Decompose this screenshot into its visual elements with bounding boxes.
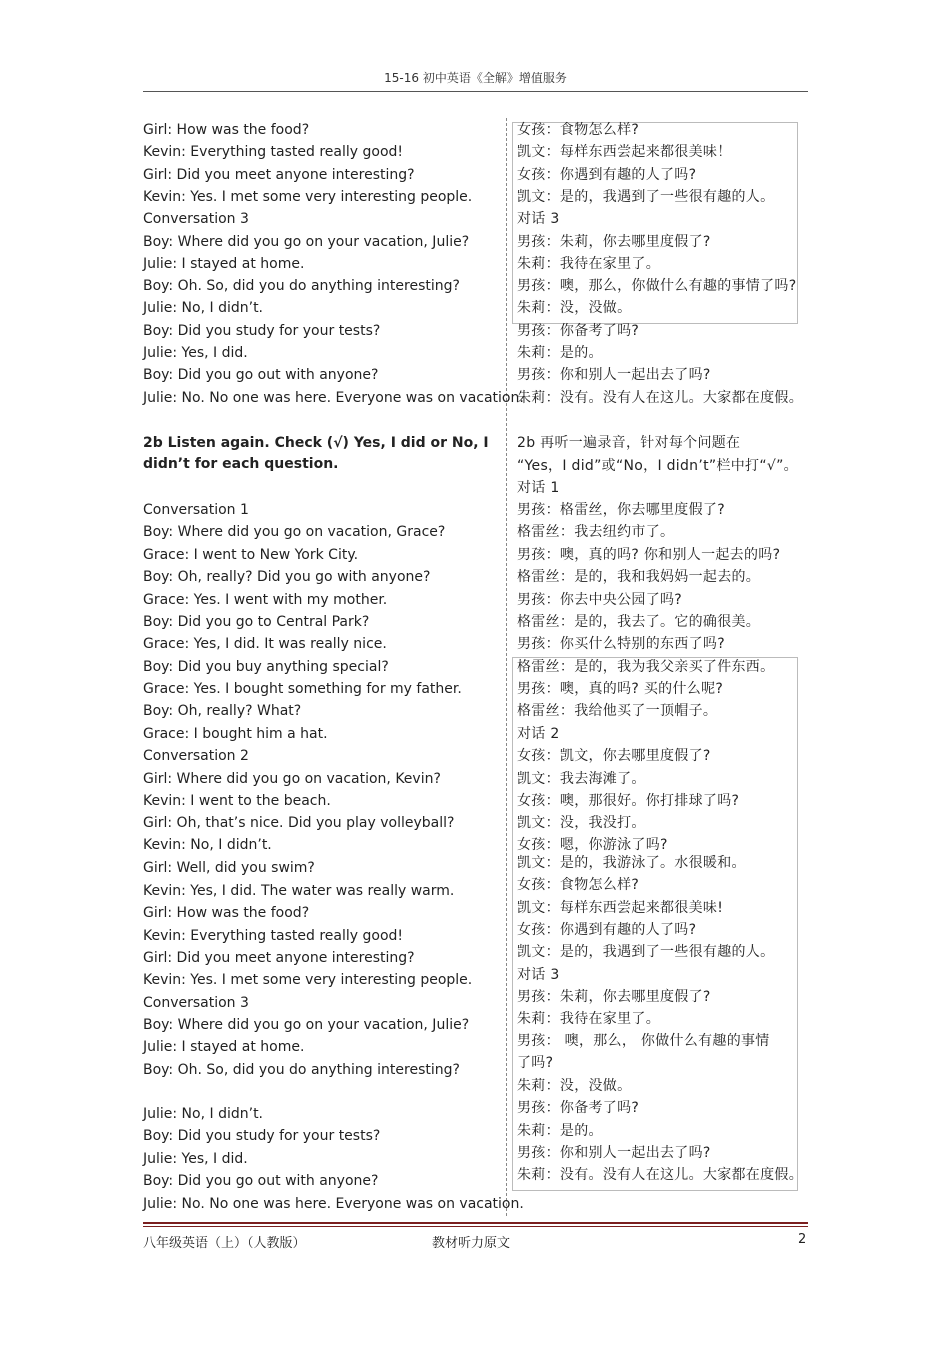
english-line: Julie: No, I didn’t. bbox=[143, 300, 264, 316]
english-line: Boy: Did you go out with anyone? bbox=[143, 1173, 379, 1189]
chinese-line: 2b 再听一遍录音，针对每个问题在 bbox=[517, 435, 741, 451]
chinese-line: 女孩：噢，那很好。你打排球了吗? bbox=[517, 793, 740, 809]
english-line: Julie: No. No one was here. Everyone was on vacation. bbox=[143, 1196, 524, 1212]
chinese-line: 男孩： 噢，那么， 你做什么有趣的事情 bbox=[517, 1033, 770, 1049]
english-line: Girl: How was the food? bbox=[143, 905, 310, 921]
chinese-line: “Yes，I did”或“No，I didn’t”栏中打“√”。 bbox=[517, 458, 798, 474]
chinese-line: 格雷丝：是的，我和我妈妈一起去的。 bbox=[517, 569, 761, 585]
english-line: Julie: No, I didn’t. bbox=[143, 1106, 264, 1122]
chinese-line: 男孩：噢，真的吗? 买的什么呢? bbox=[517, 681, 724, 697]
chinese-line: 男孩：你和别人一起出去了吗? bbox=[517, 1145, 711, 1161]
english-line: Kevin: Yes. I met some very interesting people. bbox=[143, 189, 473, 205]
chinese-line: 男孩：格雷丝，你去哪里度假了? bbox=[517, 502, 725, 518]
english-line: 2b Listen again. Check (√) Yes, I did or No, I bbox=[143, 435, 489, 451]
chinese-line: 凯文：是的，我遇到了一些很有趣的人。 bbox=[517, 944, 775, 960]
english-line: Boy: Oh. So, did you do anything interesting? bbox=[143, 278, 460, 294]
english-line: Boy: Did you buy anything special? bbox=[143, 659, 389, 675]
english-line: Julie: Yes, I did. bbox=[143, 345, 248, 361]
page-header: 15-16 初中英语《全解》增值服务 bbox=[384, 71, 567, 85]
english-line: Grace: Yes. I went with my mother. bbox=[143, 592, 388, 608]
chinese-line: 朱莉：我待在家里了。 bbox=[517, 256, 660, 272]
english-line: Kevin: Everything tasted really good! bbox=[143, 144, 404, 160]
english-line: Girl: Well, did you swim? bbox=[143, 860, 315, 876]
chinese-line: 格雷丝：我给他买了一顶帽子。 bbox=[517, 703, 718, 719]
chinese-line: 男孩：你备考了吗? bbox=[517, 1100, 640, 1116]
chinese-line: 凯文：是的，我游泳了。水很暖和。 bbox=[517, 855, 746, 871]
footer-rule bbox=[143, 1222, 808, 1224]
english-line: Kevin: Yes, I did. The water was really warm. bbox=[143, 883, 455, 899]
chinese-line: 凯文：我去海滩了。 bbox=[517, 771, 646, 787]
chinese-line: 凯文：每样东西尝起来都很美味! bbox=[517, 900, 724, 916]
chinese-line: 对话 3 bbox=[517, 211, 560, 227]
english-line: Boy: Where did you go on your vacation, Julie? bbox=[143, 234, 470, 250]
chinese-line: 男孩：朱莉，你去哪里度假了? bbox=[517, 234, 711, 250]
english-line: Girl: Where did you go on vacation, Kevin? bbox=[143, 771, 441, 787]
chinese-line: 女孩：食物怎么样? bbox=[517, 877, 640, 893]
chinese-line: 男孩：你去中央公园了吗? bbox=[517, 592, 683, 608]
english-line: Grace: I went to New York City. bbox=[143, 547, 359, 563]
english-line: Julie: I stayed at home. bbox=[143, 256, 305, 272]
chinese-line: 对话 2 bbox=[517, 726, 560, 742]
chinese-line: 格雷丝：我去纽约市了。 bbox=[517, 524, 675, 540]
chinese-line: 朱莉：没，没做。 bbox=[517, 1078, 632, 1094]
english-line: Grace: I bought him a hat. bbox=[143, 726, 328, 742]
english-line: Boy: Oh, really? Did you go with anyone? bbox=[143, 569, 431, 585]
english-line: Boy: Did you study for your tests? bbox=[143, 323, 381, 339]
footer-book-title: 八年级英语（上）（人教版） bbox=[143, 1236, 306, 1251]
english-line: Conversation 1 bbox=[143, 502, 249, 518]
english-line: Conversation 2 bbox=[143, 748, 249, 764]
chinese-line: 男孩：噢，那么，你做什么有趣的事情了吗? bbox=[517, 278, 797, 294]
chinese-line: 朱莉：没有。没有人在这儿。大家都在度假。 bbox=[517, 1167, 803, 1183]
english-line: Conversation 3 bbox=[143, 211, 249, 227]
english-line: Julie: No. No one was here. Everyone was on vacation. bbox=[143, 390, 524, 406]
chinese-line: 男孩：噢，真的吗? 你和别人一起去的吗? bbox=[517, 547, 781, 563]
english-line: didn’t for each question. bbox=[143, 456, 339, 472]
chinese-line: 男孩：你买什么特别的东西了吗? bbox=[517, 636, 725, 652]
english-line: Boy: Oh. So, did you do anything interesting? bbox=[143, 1062, 460, 1078]
chinese-line: 对话 1 bbox=[517, 480, 560, 496]
english-line: Julie: I stayed at home. bbox=[143, 1039, 305, 1055]
english-line: Boy: Did you go to Central Park? bbox=[143, 614, 370, 630]
footer-rule-thin bbox=[143, 1226, 808, 1227]
column-divider bbox=[506, 118, 507, 1216]
english-line: Julie: Yes, I did. bbox=[143, 1151, 248, 1167]
chinese-line: 女孩：嗯，你游泳了吗? bbox=[517, 837, 668, 853]
chinese-line: 了吗? bbox=[517, 1055, 554, 1071]
chinese-line: 男孩：你备考了吗? bbox=[517, 323, 640, 339]
english-line: Boy: Oh, really? What? bbox=[143, 703, 302, 719]
chinese-line: 朱莉：没，没做。 bbox=[517, 300, 632, 316]
header-rule bbox=[143, 91, 808, 92]
chinese-line: 格雷丝：是的，我去了。它的确很美。 bbox=[517, 614, 761, 630]
chinese-line: 朱莉：我待在家里了。 bbox=[517, 1011, 660, 1027]
chinese-line: 女孩：凯文，你去哪里度假了? bbox=[517, 748, 711, 764]
english-line: Boy: Where did you go on vacation, Grace? bbox=[143, 524, 446, 540]
footer-section-title: 教材听力原文 bbox=[432, 1236, 511, 1251]
chinese-line: 朱莉：是的。 bbox=[517, 345, 603, 361]
chinese-line: 凯文：没，我没打。 bbox=[517, 815, 646, 831]
chinese-line: 女孩：你遇到有趣的人了吗? bbox=[517, 167, 697, 183]
chinese-line: 男孩：朱莉，你去哪里度假了? bbox=[517, 989, 711, 1005]
english-line: Kevin: No, I didn’t. bbox=[143, 837, 272, 853]
english-line: Grace: Yes, I did. It was really nice. bbox=[143, 636, 387, 652]
chinese-line: 女孩：你遇到有趣的人了吗? bbox=[517, 922, 697, 938]
english-line: Girl: Oh, that’s nice. Did you play volleyball? bbox=[143, 815, 455, 831]
english-line: Conversation 3 bbox=[143, 995, 249, 1011]
english-line: Kevin: Everything tasted really good! bbox=[143, 928, 404, 944]
chinese-line: 对话 3 bbox=[517, 967, 560, 983]
english-line: Grace: Yes. I bought something for my father. bbox=[143, 681, 462, 697]
chinese-line: 凯文：是的，我遇到了一些很有趣的人。 bbox=[517, 189, 775, 205]
english-line: Boy: Did you study for your tests? bbox=[143, 1128, 381, 1144]
english-line: Kevin: Yes. I met some very interesting people. bbox=[143, 972, 473, 988]
chinese-line: 女孩：食物怎么样? bbox=[517, 122, 640, 138]
english-line: Girl: Did you meet anyone interesting? bbox=[143, 167, 415, 183]
english-line: Boy: Where did you go on your vacation, Julie? bbox=[143, 1017, 470, 1033]
english-line: Boy: Did you go out with anyone? bbox=[143, 367, 379, 383]
page-number: 2 bbox=[798, 1232, 807, 1247]
english-line: Kevin: I went to the beach. bbox=[143, 793, 331, 809]
chinese-line: 朱莉：是的。 bbox=[517, 1123, 603, 1139]
chinese-line: 男孩：你和别人一起出去了吗? bbox=[517, 367, 711, 383]
english-line: Girl: Did you meet anyone interesting? bbox=[143, 950, 415, 966]
chinese-line: 朱莉：没有。没有人在这儿。大家都在度假。 bbox=[517, 390, 803, 406]
chinese-line: 格雷丝：是的，我为我父亲买了件东西。 bbox=[517, 659, 775, 675]
english-line: Girl: How was the food? bbox=[143, 122, 310, 138]
chinese-line: 凯文：每样东西尝起来都很美味！ bbox=[517, 144, 732, 160]
